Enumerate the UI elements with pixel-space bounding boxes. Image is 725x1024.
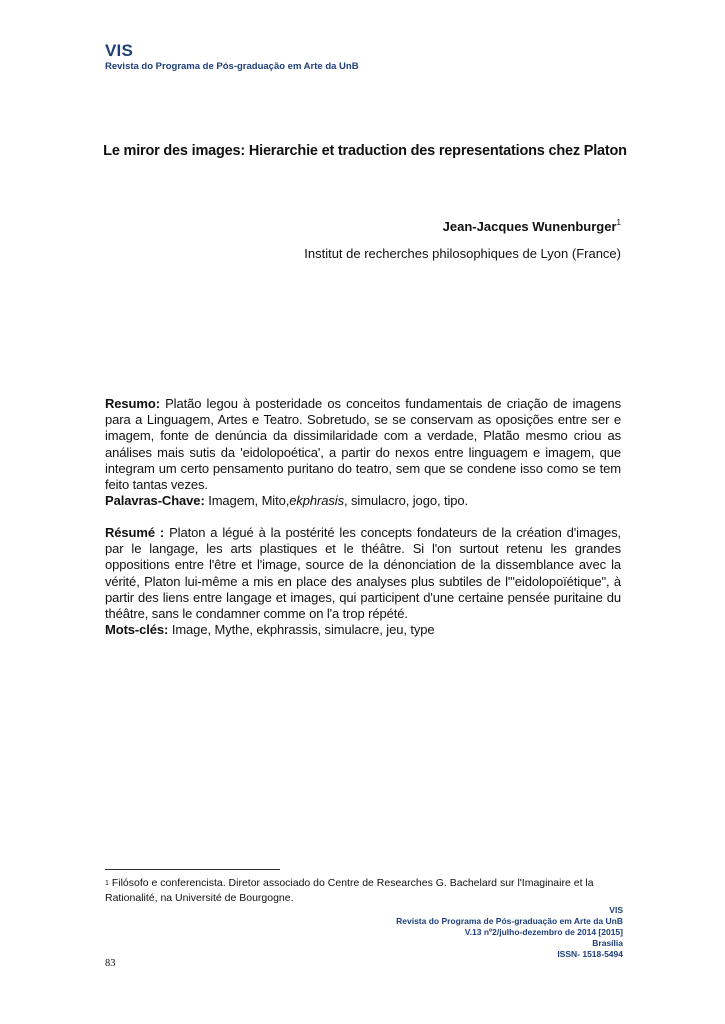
keywords-pt — [105, 493, 621, 509]
keywords-pt-italic: ekphrasis — [289, 493, 344, 509]
footer-subtitle: Revista do Programa de Pós-graduação em Arte da UnB — [396, 916, 623, 926]
keywords-fr-text: Image, Mythe, ekphrassis, simulacre, jeu, type — [171, 622, 435, 638]
footnote-marker: 1 — [105, 880, 109, 887]
journal-footer — [396, 905, 623, 960]
footer-city: Brasília — [592, 938, 623, 948]
article-title: Le miror des images: Hierarchie et traduction des representations chez Platon — [103, 143, 627, 159]
abstract-fr-paragraph — [105, 525, 621, 622]
abstract-pt-text: Platão legou à posteridade os conceitos fundamentais de criação de imagens para a Linguagem, Artes e Teatro. Sobretudo, se se conservam as oposições entre ser e imagem, fonte de denúncia da dissimilaridade com a verdade, Platão mesmo criou as análises mais sutis da 'eidolopoética', a partir do nexos entre linguagem e imagem, que integram um certo pensamento puritano do teatro, sem que se condene isso como se tem feito tantas vezes. — [105, 396, 621, 493]
footnote-text: Filósofo e conferencista. Diretor associado do Centre de Researches G. Bachelard sur l'Imaginaire et la Rationalité, na Université de Bourgogne. — [105, 877, 594, 904]
abstract-pt-label: Resumo: — [105, 396, 160, 411]
page-number: 83 — [105, 958, 116, 969]
journal-header — [105, 42, 359, 73]
footer-volume: V.13 nº2/julho-dezembro de 2014 [2015] — [464, 927, 623, 937]
journal-title: VIS — [105, 41, 134, 60]
author-affiliation: Institut de recherches philosophiques de Lyon (France) — [304, 246, 621, 261]
footnote-ref[interactable]: 1 — [616, 218, 621, 227]
author-name — [443, 219, 621, 234]
abstract-fr-label: Résumé : — [105, 525, 165, 540]
footnote — [105, 876, 625, 906]
keywords-pt-label: Palavras-Chave: — [105, 493, 205, 509]
footer-issn: ISSN- 1518-5494 — [557, 949, 623, 959]
keywords-fr — [105, 622, 621, 638]
footer-journal: VIS — [609, 905, 623, 915]
author-name-text: Jean-Jacques Wunenburger — [442, 219, 617, 234]
abstract-pt-paragraph — [105, 396, 621, 493]
abstract-french — [105, 525, 621, 638]
journal-subtitle: Revista do Programa de Pós-graduação em Arte da UnB — [105, 61, 359, 72]
abstract-portuguese — [105, 396, 621, 509]
keywords-pt-before: Imagem, Mito, — [208, 493, 290, 509]
keywords-fr-label: Mots-clés: — [105, 622, 169, 638]
footnote-divider — [105, 869, 280, 870]
keywords-pt-after: , simulacro, jogo, tipo. — [344, 493, 469, 509]
abstract-fr-text: Platon a légué à la postérité les concepts fondateurs de la création d'images, par le langage, les arts plastiques et le théâtre. Si l'on surtout retenu les grandes oppositions entre l'être et l'image, source de la dénonciation de la dissemblance avec la vérité, Platon lui-même a mis en place des analyses plus subtiles de l'"eidolopoïétique", à partir des liens entre langage et images, qui participent d'une certaine pensée puritaine du théâtre, sans le condamner comme on l'a trop répété. — [105, 525, 621, 622]
